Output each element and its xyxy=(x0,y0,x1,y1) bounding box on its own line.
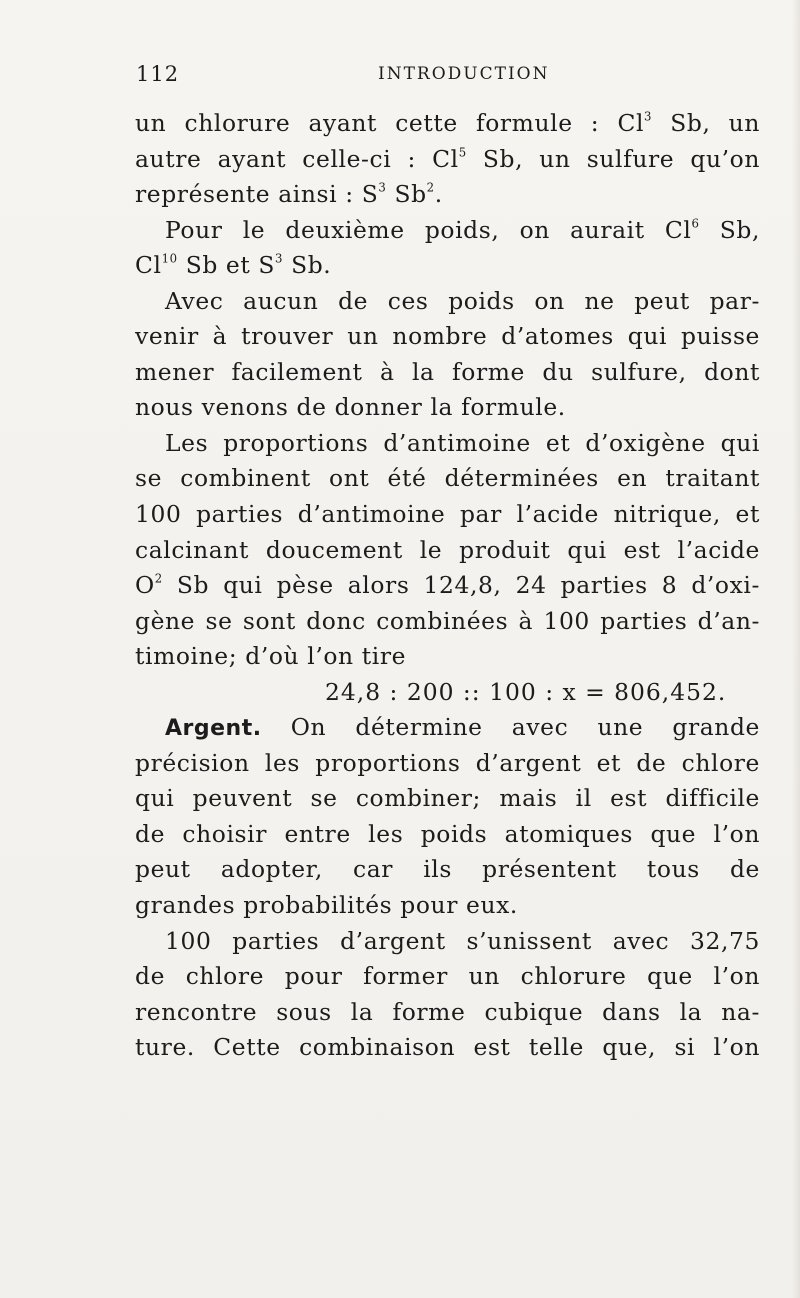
text-run: de chlore pour former un chlorure que l’on xyxy=(135,962,760,991)
superscript: 2 xyxy=(154,571,163,586)
text-run: nous venons de donner la formule. xyxy=(135,393,566,422)
text-line xyxy=(135,604,760,640)
superscript: 3 xyxy=(275,251,284,266)
text-line xyxy=(135,568,760,604)
section-heading-word: Argent. xyxy=(165,716,262,742)
superscript: 3 xyxy=(378,180,387,195)
text-run: . xyxy=(434,180,443,209)
text-line xyxy=(135,213,760,249)
text-run: un chlorure ayant cette formule : Cl xyxy=(135,109,645,137)
text-line xyxy=(135,390,760,426)
text-run: Sb, un xyxy=(652,109,760,137)
text-line xyxy=(135,817,760,853)
text-run: Pour le deuxième poids, on aurait Cl xyxy=(165,215,692,244)
text-run: Sb qui pèse alors 124,8, 24 parties 8 d’oxi- xyxy=(162,571,760,600)
text-run: Cl xyxy=(135,251,162,280)
text-run: Avec aucun de ces poids on ne peut par- xyxy=(165,286,760,315)
page-number: 112 xyxy=(136,62,180,86)
text-line xyxy=(135,426,760,462)
text-line xyxy=(135,248,760,284)
page-header xyxy=(0,60,800,90)
text-line xyxy=(135,746,760,782)
superscript: 10 xyxy=(161,251,178,266)
text-run: timoine; d’où l’on tire xyxy=(135,642,407,671)
text-run: 24,8 : 200 :: 100 : x = 806,452. xyxy=(325,677,727,706)
text-line xyxy=(135,959,760,995)
text-line xyxy=(135,355,760,391)
proportion-formula xyxy=(135,675,760,711)
text-line xyxy=(135,533,760,569)
text-line xyxy=(135,106,760,142)
text-line xyxy=(135,1030,760,1066)
text-line xyxy=(135,319,760,355)
text-run: grandes probabilités pour eux. xyxy=(135,891,518,920)
text-line xyxy=(135,852,760,888)
running-head: INTRODUCTION xyxy=(378,64,550,84)
text-run: Sb. xyxy=(283,251,332,280)
text-line xyxy=(135,461,760,497)
text-run: se combinent ont été déterminées en traitant xyxy=(135,464,760,493)
text-line xyxy=(135,995,760,1031)
text-run: Sb xyxy=(386,180,427,209)
text-run: Sb, un sulfure qu’on xyxy=(466,144,760,173)
text-run: 100 parties d’argent s’unissent avec 32,75 xyxy=(165,926,760,955)
superscript: 2 xyxy=(426,180,435,195)
text-run: de choisir entre les poids atomiques que l’on xyxy=(135,819,760,848)
text-run: Sb et S xyxy=(177,251,276,280)
text-run: 100 parties d’antimoine par l’acide nitrique, et xyxy=(135,500,760,529)
superscript: 5 xyxy=(458,145,467,160)
text-line xyxy=(135,177,760,213)
page-edge-shadow xyxy=(792,0,800,1298)
text-run: Sb, xyxy=(699,215,760,244)
superscript: 6 xyxy=(691,216,700,231)
body-text xyxy=(135,106,760,1066)
text-run: ture. Cette combinaison est telle que, si l’on xyxy=(135,1033,760,1062)
text-line xyxy=(135,781,760,817)
text-line xyxy=(135,142,760,178)
text-run: gène se sont donc combinées à 100 parties d’an- xyxy=(135,606,760,635)
text-line xyxy=(135,888,760,924)
text-run: peut adopter, car ils présentent tous de xyxy=(135,855,760,884)
text-run: calcinant doucement le produit qui est l’acide xyxy=(135,535,760,564)
text-line xyxy=(135,284,760,320)
text-line xyxy=(135,497,760,533)
text-run: rencontre sous la forme cubique dans la na- xyxy=(135,997,760,1026)
text-run: autre ayant celle-ci : Cl xyxy=(135,144,459,173)
superscript: 3 xyxy=(644,109,653,124)
text-run: O xyxy=(135,571,155,600)
text-run: venir à trouver un nombre d’atomes qui puisse xyxy=(135,322,760,351)
text-line xyxy=(135,639,760,675)
text-run: On détermine avec une grande xyxy=(261,713,760,742)
text-line xyxy=(135,924,760,960)
text-run: mener facilement à la forme du sulfure, dont xyxy=(135,357,760,386)
text-run: qui peuvent se combiner; mais il est difficile xyxy=(135,784,760,813)
text-line xyxy=(135,710,760,746)
text-run: Les proportions d’antimoine et d’oxigène qui xyxy=(165,428,760,457)
text-run: représente ainsi : S xyxy=(135,180,379,209)
text-run: précision les proportions d’argent et de chlore xyxy=(135,748,760,777)
